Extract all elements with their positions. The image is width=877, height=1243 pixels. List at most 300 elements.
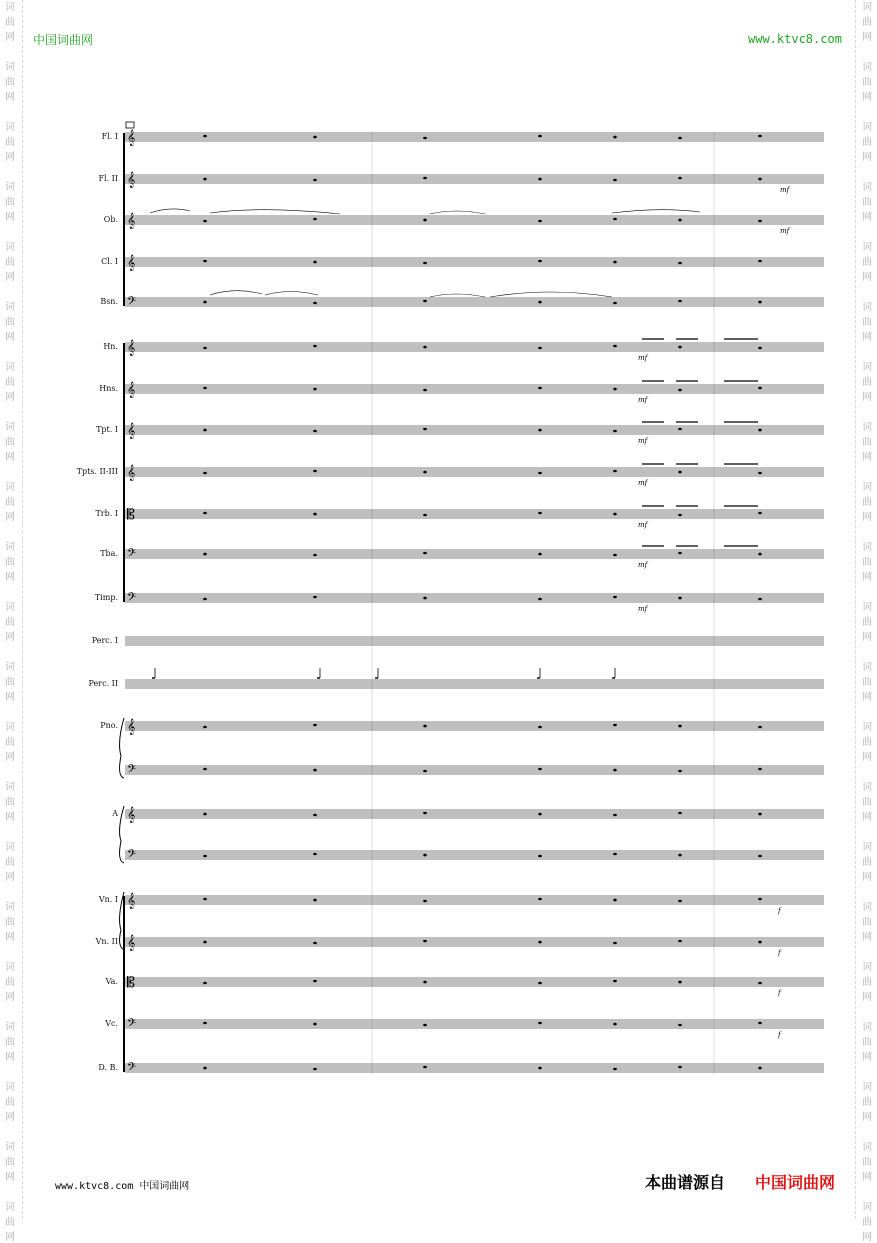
note-head	[758, 301, 762, 304]
instrument-name: Perc. I	[91, 636, 118, 645]
note-head	[613, 1023, 617, 1026]
note-head	[313, 769, 317, 772]
watermark-glyph: 曲	[862, 17, 872, 28]
footer-brand[interactable]: 中国词曲网	[755, 1173, 836, 1192]
staff	[125, 175, 824, 183]
watermark-glyph: 网	[5, 1112, 15, 1123]
instrument-name: Pno.	[100, 721, 118, 730]
watermark-glyph: 网	[5, 1232, 15, 1243]
watermark-glyph: 词	[5, 122, 15, 133]
note-head	[758, 726, 762, 729]
note-head	[538, 1022, 542, 1025]
watermark-glyph: 曲	[862, 1097, 872, 1108]
note-head	[613, 302, 617, 305]
rehearsal-box	[126, 122, 134, 128]
dynamic-marking: mf	[638, 561, 648, 569]
staff	[125, 766, 824, 774]
slur	[265, 292, 318, 296]
note-head	[203, 813, 207, 816]
watermark-glyph: 曲	[862, 377, 872, 388]
watermark-glyph: 词	[5, 362, 15, 373]
watermark-glyph: 词	[862, 542, 872, 553]
watermark-glyph: 网	[5, 152, 15, 163]
dynamic-marking: mf	[780, 186, 790, 194]
watermark-glyph: 网	[862, 212, 872, 223]
watermark-glyph: 网	[5, 92, 15, 103]
watermark-glyph: 网	[862, 1052, 872, 1063]
watermark-glyph: 词	[862, 1202, 872, 1213]
watermark-glyph: 词	[5, 722, 15, 733]
instrument-name: Timp.	[94, 593, 118, 602]
note-head	[678, 137, 682, 140]
watermark-glyph: 曲	[862, 77, 872, 88]
note-head	[538, 855, 542, 858]
watermark-glyph: 词	[5, 1082, 15, 1093]
dynamic-marking: f	[778, 949, 781, 957]
note-head	[313, 1068, 317, 1071]
note-head	[613, 554, 617, 557]
watermark-glyph: 曲	[5, 497, 15, 508]
note-head	[538, 135, 542, 138]
note-head	[678, 177, 682, 180]
dynamic-marking: f	[778, 1031, 781, 1039]
note-head	[538, 982, 542, 985]
watermark-glyph: 曲	[5, 977, 15, 988]
watermark-glyph: 曲	[862, 497, 872, 508]
note-head	[538, 512, 542, 515]
note-head	[538, 347, 542, 350]
watermark-glyph: 曲	[5, 317, 15, 328]
instrument-name: Va.	[105, 977, 118, 986]
slur	[210, 291, 262, 295]
note-head	[613, 596, 617, 599]
note-head	[613, 430, 617, 433]
watermark-glyph: 词	[862, 362, 872, 373]
instrument-name: Hn.	[103, 342, 118, 351]
note-head	[678, 725, 682, 728]
watermark-glyph: 词	[862, 422, 872, 433]
watermark-glyph: 网	[862, 92, 872, 103]
watermark-glyph: 词	[862, 62, 872, 73]
watermark-glyph: 词	[862, 602, 872, 613]
watermark-glyph: 网	[5, 1052, 15, 1063]
note-head	[203, 982, 207, 985]
note-head	[678, 854, 682, 857]
note-head	[538, 301, 542, 304]
instrument-name: Trb. I	[95, 509, 118, 518]
note-head	[678, 597, 682, 600]
staff	[125, 298, 824, 306]
note-head	[423, 940, 427, 943]
watermark-glyph: 网	[862, 1232, 872, 1243]
note-head	[423, 428, 427, 431]
watermark-glyph: 词	[862, 2, 872, 13]
note-head	[203, 387, 207, 390]
watermark-glyph: 网	[5, 332, 15, 343]
note-head	[313, 136, 317, 139]
dynamic-marking: mf	[638, 354, 648, 362]
watermark-glyph: 曲	[862, 1037, 872, 1048]
staff	[125, 978, 824, 986]
note-head	[613, 513, 617, 516]
note-head	[313, 302, 317, 305]
staff	[125, 938, 824, 946]
footer-url[interactable]: www.ktvc8.com	[55, 1181, 134, 1192]
note-head	[538, 553, 542, 556]
note-head	[203, 347, 207, 350]
clef-icon: 𝄢	[127, 1017, 137, 1033]
watermark-glyph: 词	[5, 182, 15, 193]
note-head	[423, 262, 427, 265]
watermark-glyph: 网	[862, 512, 872, 523]
note-head	[423, 514, 427, 517]
clef-icon: 𝄞	[127, 719, 136, 735]
watermark-glyph: 词	[862, 242, 872, 253]
note-head	[313, 814, 317, 817]
watermark-glyph: 曲	[5, 377, 15, 388]
note-head	[538, 220, 542, 223]
note-head	[203, 178, 207, 181]
watermark-glyph: 词	[862, 182, 872, 193]
watermark-glyph: 曲	[5, 797, 15, 808]
watermark-glyph: 网	[5, 32, 15, 43]
clef-icon: 𝄞	[127, 382, 136, 398]
clef-icon: 𝄞	[127, 255, 136, 271]
note-head	[203, 301, 207, 304]
header-site-url[interactable]: www.ktvc8.com	[748, 32, 842, 46]
dynamic-marking: f	[778, 989, 781, 997]
note-head	[758, 1067, 762, 1070]
clef-icon: 𝄡	[127, 975, 135, 991]
note-head	[678, 471, 682, 474]
note-head	[538, 387, 542, 390]
note-head	[203, 855, 207, 858]
note-head	[203, 726, 207, 729]
instrument-name: Fl. II	[98, 174, 118, 183]
watermark-glyph: 曲	[5, 1157, 15, 1168]
note-head	[538, 941, 542, 944]
watermark-glyph: 词	[862, 122, 872, 133]
watermark-glyph: 曲	[5, 557, 15, 568]
watermark-glyph: 网	[862, 152, 872, 163]
watermark-glyph: 曲	[5, 197, 15, 208]
clef-icon: 𝄞	[127, 893, 136, 909]
note-head	[313, 724, 317, 727]
watermark-glyph: 网	[5, 632, 15, 643]
note-head	[313, 853, 317, 856]
note-head	[203, 260, 207, 263]
note-head	[203, 941, 207, 944]
note-head	[758, 553, 762, 556]
watermark-glyph: 曲	[5, 677, 15, 688]
watermark-glyph: 词	[862, 1082, 872, 1093]
watermark-glyph: 网	[862, 812, 872, 823]
staff	[125, 550, 824, 558]
note-head	[423, 471, 427, 474]
note-head	[313, 1023, 317, 1026]
instrument-name: Vn. I	[98, 895, 118, 904]
watermark-glyph: 词	[5, 302, 15, 313]
watermark-glyph: 词	[862, 1142, 872, 1153]
watermark-glyph: 网	[862, 632, 872, 643]
note-head	[758, 178, 762, 181]
note-head	[423, 177, 427, 180]
note-head	[203, 553, 207, 556]
watermark-glyph: 词	[5, 662, 15, 673]
note-head	[758, 260, 762, 263]
note-head	[538, 768, 542, 771]
note-head	[423, 300, 427, 303]
note-head	[423, 219, 427, 222]
note-head	[423, 1066, 427, 1069]
note-head	[613, 724, 617, 727]
note-head	[423, 552, 427, 555]
watermark-glyph: 词	[5, 962, 15, 973]
note-head	[313, 980, 317, 983]
note-head	[313, 430, 317, 433]
watermark-glyph: 词	[862, 782, 872, 793]
watermark-glyph: 曲	[862, 677, 872, 688]
watermark-glyph: 曲	[862, 137, 872, 148]
note-head	[313, 554, 317, 557]
watermark-glyph: 网	[5, 1172, 15, 1183]
note-head	[613, 814, 617, 817]
note-head	[678, 1066, 682, 1069]
note-head	[203, 598, 207, 601]
note-head	[678, 900, 682, 903]
note-head	[538, 1067, 542, 1070]
watermark-glyph: 曲	[5, 1097, 15, 1108]
note-head	[678, 300, 682, 303]
note-head	[203, 1067, 207, 1070]
watermark-glyph: 网	[862, 872, 872, 883]
clef-icon: 𝄢	[127, 848, 137, 864]
note-head	[678, 219, 682, 222]
watermark-glyph: 网	[862, 932, 872, 943]
note-head	[203, 1022, 207, 1025]
watermark-glyph: 网	[5, 272, 15, 283]
watermark-glyph: 曲	[5, 857, 15, 868]
dynamic-marking: mf	[780, 227, 790, 235]
watermark-glyph: 词	[5, 1202, 15, 1213]
footer-source-label: 本曲谱源自	[645, 1173, 726, 1192]
staff	[125, 594, 824, 602]
note-head	[203, 472, 207, 475]
note-head	[538, 178, 542, 181]
note-head	[678, 770, 682, 773]
note-head	[313, 470, 317, 473]
staff	[125, 680, 824, 688]
note-head	[678, 940, 682, 943]
watermark-glyph: 网	[862, 452, 872, 463]
note-head	[758, 220, 762, 223]
watermark-glyph: 词	[5, 2, 15, 13]
note-head	[613, 388, 617, 391]
watermark-glyph: 词	[862, 662, 872, 673]
note-head	[758, 768, 762, 771]
clef-icon: 𝄢	[127, 591, 137, 607]
note-head	[613, 853, 617, 856]
clef-icon: 𝄢	[127, 547, 137, 563]
watermark-glyph: 曲	[862, 977, 872, 988]
watermark-glyph: 曲	[862, 1217, 872, 1228]
watermark-glyph: 网	[5, 812, 15, 823]
note-head	[613, 470, 617, 473]
clef-icon: 𝄢	[127, 1061, 137, 1077]
clef-icon: 𝄢	[127, 295, 137, 311]
note-head	[538, 813, 542, 816]
note-head	[758, 898, 762, 901]
note-head	[613, 942, 617, 945]
staff	[125, 1064, 824, 1072]
note-head	[678, 514, 682, 517]
note-head	[613, 179, 617, 182]
watermark-glyph: 网	[862, 1112, 872, 1123]
note-head	[613, 899, 617, 902]
instrument-name: Hns.	[99, 384, 118, 393]
watermark-glyph: 网	[5, 572, 15, 583]
note-head	[538, 598, 542, 601]
note-head	[423, 854, 427, 857]
dynamic-marking: f	[778, 907, 781, 915]
staff	[125, 468, 824, 476]
note-head	[313, 513, 317, 516]
note-head	[758, 1022, 762, 1025]
slur	[490, 292, 612, 297]
note-head	[313, 942, 317, 945]
note-head	[203, 768, 207, 771]
note-head	[423, 725, 427, 728]
watermark-glyph: 曲	[862, 857, 872, 868]
staff	[125, 258, 824, 266]
watermark-glyph: 网	[862, 692, 872, 703]
watermark-glyph: 网	[5, 692, 15, 703]
note-head	[203, 512, 207, 515]
note-head	[313, 218, 317, 221]
watermark-glyph: 网	[5, 932, 15, 943]
staff	[125, 637, 824, 645]
instrument-name: Vn. II	[95, 937, 118, 946]
note-head	[678, 981, 682, 984]
note-head	[678, 389, 682, 392]
slur	[430, 211, 485, 214]
note-head	[423, 597, 427, 600]
watermark-glyph: 曲	[5, 137, 15, 148]
dynamic-marking: mf	[638, 605, 648, 613]
slur	[210, 210, 340, 214]
note-head	[678, 346, 682, 349]
staff-brace	[120, 806, 124, 863]
watermark-glyph: 词	[5, 1142, 15, 1153]
note-head	[423, 137, 427, 140]
note-head	[313, 596, 317, 599]
watermark-glyph: 曲	[862, 257, 872, 268]
watermark-glyph: 网	[862, 1172, 872, 1183]
watermark-glyph: 网	[5, 212, 15, 223]
watermark-glyph: 词	[5, 422, 15, 433]
watermark-glyph: 网	[5, 992, 15, 1003]
staff	[125, 216, 824, 224]
watermark-glyph: 词	[862, 302, 872, 313]
watermark-glyph: 词	[862, 842, 872, 853]
note-head	[203, 135, 207, 138]
watermark-glyph: 曲	[5, 257, 15, 268]
instrument-name: Tba.	[100, 549, 118, 558]
watermark-glyph: 曲	[5, 437, 15, 448]
dynamic-marking: mf	[638, 396, 648, 404]
watermark-glyph: 词	[5, 482, 15, 493]
note-head	[613, 218, 617, 221]
note-head	[613, 136, 617, 139]
note-head	[613, 345, 617, 348]
watermark-glyph: 网	[862, 992, 872, 1003]
watermark-glyph: 网	[862, 392, 872, 403]
slur	[430, 294, 485, 297]
watermark-glyph: 网	[862, 752, 872, 763]
note-head	[423, 981, 427, 984]
note-head	[613, 1068, 617, 1071]
watermark-glyph: 曲	[862, 317, 872, 328]
note-head	[678, 1024, 682, 1027]
slur	[150, 209, 190, 213]
note-head	[423, 1024, 427, 1027]
watermark-glyph: 词	[862, 722, 872, 733]
note-head	[313, 261, 317, 264]
note-head	[758, 135, 762, 138]
note-head	[313, 899, 317, 902]
footer-credit	[55, 1177, 189, 1192]
watermark-glyph: 曲	[862, 557, 872, 568]
note-head	[423, 770, 427, 773]
note-head	[678, 262, 682, 265]
watermark-glyph: 词	[5, 62, 15, 73]
note-head	[758, 598, 762, 601]
clef-icon: 𝄡	[127, 507, 135, 523]
watermark-glyph: 网	[5, 872, 15, 883]
clef-icon: 𝄞	[127, 465, 136, 481]
note-head	[758, 387, 762, 390]
note-head	[613, 980, 617, 983]
watermark-glyph: 曲	[5, 617, 15, 628]
note-head	[758, 347, 762, 350]
note-head	[423, 812, 427, 815]
dynamic-marking: mf	[638, 437, 648, 445]
clef-icon: 𝄞	[127, 935, 136, 951]
instrument-name: A	[112, 809, 118, 818]
watermark-glyph: 网	[862, 332, 872, 343]
watermark-glyph: 词	[5, 542, 15, 553]
watermark-glyph: 曲	[862, 917, 872, 928]
dynamic-marking: mf	[638, 479, 648, 487]
watermark-glyph: 词	[5, 602, 15, 613]
clef-icon: 𝄞	[127, 423, 136, 439]
note-head	[678, 428, 682, 431]
note-head	[423, 389, 427, 392]
watermark-glyph: 曲	[862, 437, 872, 448]
footer-site-name[interactable]: 中国词曲网	[139, 1181, 190, 1192]
watermark-glyph: 词	[862, 1022, 872, 1033]
note-head	[758, 512, 762, 515]
watermark-glyph: 曲	[5, 17, 15, 28]
header-site-name[interactable]: 中国词曲网	[33, 33, 94, 47]
note-head	[678, 552, 682, 555]
watermark-glyph: 词	[5, 242, 15, 253]
staff	[125, 133, 824, 141]
watermark-glyph: 曲	[5, 1217, 15, 1228]
watermark-glyph: 曲	[862, 797, 872, 808]
watermark-glyph: 曲	[862, 197, 872, 208]
clef-icon: 𝄞	[127, 172, 136, 188]
